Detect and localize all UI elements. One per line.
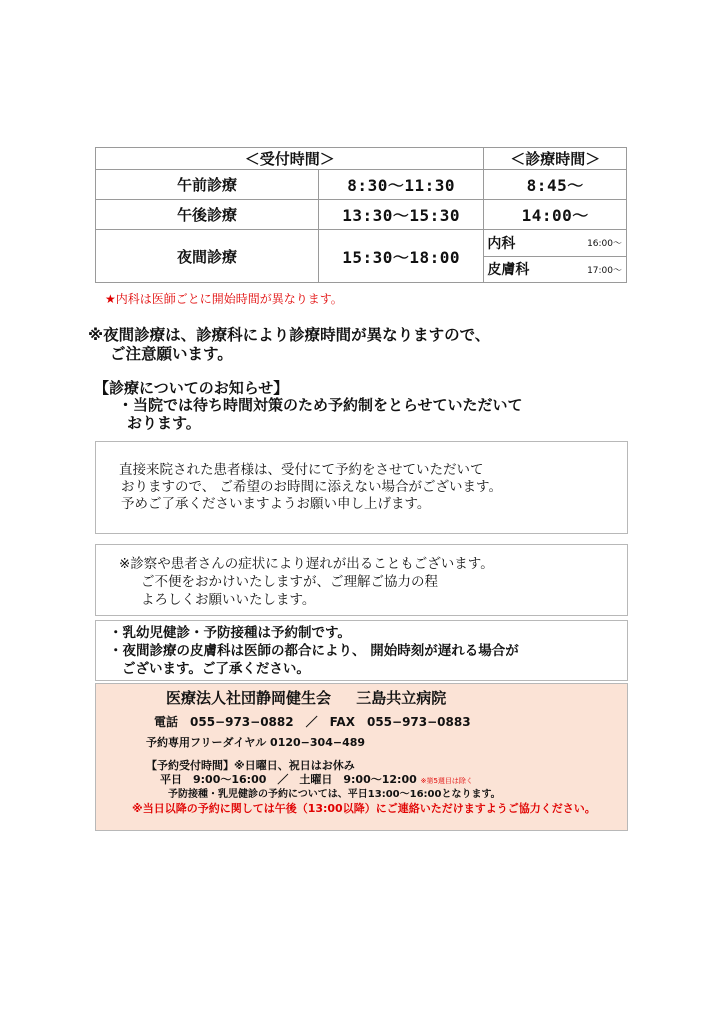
table-header-row <box>96 148 627 170</box>
reception-time: 8:30〜11:30 <box>318 170 483 200</box>
notice-body <box>118 396 523 432</box>
session-name: 夜間診療 <box>96 230 319 283</box>
box-line: ※診察や患者さんの症状により遅れが出ることもございます。 <box>119 556 494 572</box>
night-consult-cell <box>484 230 627 283</box>
night-dept-row <box>484 256 626 283</box>
table-row <box>96 200 627 230</box>
internal-medicine-note: ★内科は医師ごとに開始時間が異なります。 <box>105 292 343 306</box>
reservation-notice-box <box>95 620 628 681</box>
night-dept-row <box>484 230 626 256</box>
box-line: 予めご了承くださいますようお願い申し上げます。 <box>121 496 431 512</box>
box-line: 直接来院された患者様は、受付にて予約をさせていただいて <box>119 462 484 478</box>
vaccination-note: 予防接種・乳児健診の予約については、平日13:00〜16:00となります。 <box>168 789 501 800</box>
dept-start-time: 16:00〜 <box>587 239 622 250</box>
contact-info-box <box>95 683 628 831</box>
session-name: 午前診療 <box>96 170 319 200</box>
box-line: よろしくお願いいたします。 <box>141 592 316 608</box>
notice-title: 【診療についてのお知らせ】 <box>94 379 289 397</box>
hours-table <box>95 147 627 283</box>
night-consult-note <box>88 326 490 364</box>
reception-time: 15:30〜18:00 <box>318 230 483 283</box>
reception-hours-header: ＜受付時間＞ <box>96 148 484 170</box>
phone-fax: 電話 055−973−0882 ／ FAX 055−973−0883 <box>154 715 471 729</box>
session-name: 午後診療 <box>96 200 319 230</box>
dept-name: 皮膚科 <box>487 262 530 279</box>
delay-notice-box <box>95 544 628 616</box>
night-note-line: ご注意願います。 <box>110 345 233 363</box>
notice-line: おります。 <box>127 414 201 432</box>
night-note-line: ※夜間診療は、診療科により診療時間が異なりますので、 <box>88 326 491 344</box>
same-day-note: ※当日以降の予約に関しては午後（13:00以降）にご連絡いただけますようご協力ください。 <box>132 802 596 815</box>
reservation-hours-note: ※第5週目は除く <box>420 777 473 785</box>
reservation-hours-text: 平日 9:00〜16:00 ／ 土曜日 9:00〜12:00 <box>160 773 417 786</box>
consult-time: 8:45〜 <box>484 170 627 200</box>
hospital-name: 医療法人社団静岡健生会 三島共立病院 <box>166 689 447 707</box>
dept-start-time: 17:00〜 <box>587 265 622 276</box>
reception-time: 13:30〜15:30 <box>318 200 483 230</box>
table-row <box>96 230 627 283</box>
box-line: ・夜間診療の皮膚科は医師の都合により、 開始時刻が遅れる場合が <box>109 643 519 659</box>
dept-name: 内科 <box>487 235 516 252</box>
box-line: ・乳幼児健診・予防接種は予約制です。 <box>109 625 351 641</box>
box-line: おりますので、 ご希望のお時間に添えない場合がございます。 <box>121 479 502 495</box>
box-line: ご不便をおかけいたしますが、ご理解ご協力の程 <box>141 574 438 590</box>
consult-time: 14:00〜 <box>484 200 627 230</box>
notice-line: ・当院では待ち時間対策のため予約制をとらせていただいて <box>118 396 523 414</box>
reservation-hours-title: 【予約受付時間】※日曜日、祝日はお休み <box>146 759 355 772</box>
consult-hours-header: ＜診療時間＞ <box>484 148 627 170</box>
box-line: ございます。ご了承ください。 <box>122 661 310 677</box>
walk-in-notice-box <box>95 441 628 534</box>
free-dial: 予約専用フリーダイヤル 0120−304−489 <box>146 736 366 749</box>
table-row <box>96 170 627 200</box>
